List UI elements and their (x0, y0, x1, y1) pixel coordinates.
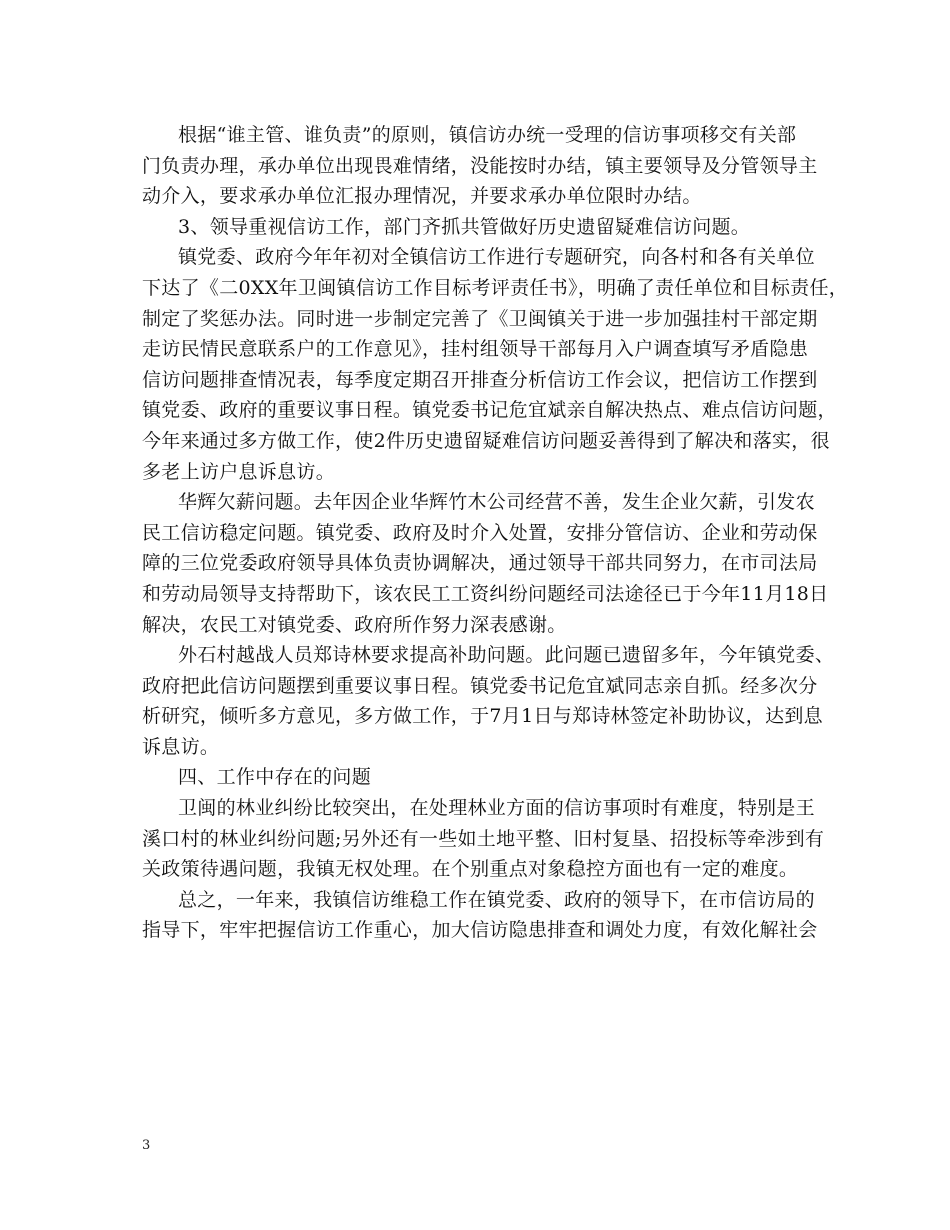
text-line: 镇党委、政府的重要议事日程。镇党委书记危宜斌亲自解决热点、难点信访问题， (142, 399, 837, 422)
text-line: 信访问题排查情况表，每季度定期召开排查分析信访工作会议，把信访工作摆到 (142, 368, 818, 391)
text-line: 卫闽的林业纠纷比较突出，在处理林业方面的信访事项时有难度，特别是王 (178, 797, 815, 820)
text-line: 解决，农民工对镇党委、政府所作努力深表感谢。 (142, 613, 567, 636)
paragraph (142, 640, 835, 762)
text-line: 关政策待遇问题，我镇无权处理。在个别重点对象稳控方面也有一定的难度。 (142, 858, 799, 881)
text-line: 诉息访。 (142, 735, 220, 758)
paragraph (142, 242, 849, 487)
paragraph (142, 120, 832, 212)
text-line: 门负责办理，承办单位出现畏难情绪，没能按时办结，镇主要领导及分管领导主 (142, 154, 818, 177)
text-line: 总之，一年来，我镇信访维稳工作在镇党委、政府的领导下，在市信访局的 (178, 888, 815, 911)
text-line: 和劳动局领导支持帮助下，该农民工工资纠纷问题经司法途径已于今年11月18日 (142, 582, 829, 605)
text-line: 今年来通过多方做工作，使2件历史遗留疑难信访问题妥善得到了解决和落实，很 (142, 429, 830, 452)
paragraph (142, 212, 832, 243)
text-line: 走访民情民意联系户的工作意见》，挂村组领导干部每月入户调查填写矛盾隐患 (142, 338, 809, 361)
paragraph (142, 793, 832, 885)
text-line: 3、领导重视信访工作，部门齐抓共管做好历史遗留疑难信访问题。 (178, 215, 751, 238)
text-line: 制定了奖惩办法。同时进一步制定完善了《卫闽镇关于进一步加强挂村干部定期 (142, 307, 818, 330)
paragraph (142, 885, 832, 946)
text-line: 华辉欠薪问题。去年因企业华辉竹木公司经营不善，发生企业欠薪，引发农 (178, 491, 815, 514)
text-line: 下达了《二0XX年卫闽镇信访工作目标考评责任书》，明确了责任单位和目标责任， (142, 276, 849, 299)
text-line: 动介入，要求承办单位汇报办理情况，并要求承办单位限时办结。 (142, 185, 702, 208)
text-line: 外石村越战人员郑诗林要求提高补助问题。此问题已遗留多年，今年镇党委、 (178, 644, 835, 667)
text-line: 多老上访户息诉息访。 (142, 460, 336, 483)
paragraph (142, 762, 832, 793)
text-line: 溪口村的林业纠纷问题;另外还有一些如土地平整、旧村复垦、招投标等牵涉到有 (142, 827, 825, 850)
text-line: 析研究，倾听多方意见，多方做工作，于7月1日与郑诗林签定补助协议，达到息 (142, 705, 823, 728)
text-line: 民工信访稳定问题。镇党委、政府及时介入处置，安排分管信访、企业和劳动保 (142, 521, 818, 544)
paragraph (142, 487, 832, 640)
text-line: 政府把此信访问题摆到重要议事日程。镇党委书记危宜斌同志亲自抓。经多次分 (142, 674, 818, 697)
text-line: 根据“谁主管、谁负责”的原则，镇信访办统一受理的信访事项移交有关部 (178, 124, 797, 146)
page-number: 3 (142, 1138, 151, 1153)
text-line: 障的三位党委政府领导具体负责协调解决，通过领导干部共同努力，在市司法局 (142, 552, 818, 575)
text-line: 四、工作中存在的问题 (178, 766, 372, 789)
text-line: 指导下，牢牢把握信访工作重心，加大信访隐患排查和调处力度，有效化解社会 (142, 919, 818, 942)
text-line: 镇党委、政府今年年初对全镇信访工作进行专题研究，向各村和各有关单位 (178, 246, 815, 269)
document-body (142, 120, 849, 946)
